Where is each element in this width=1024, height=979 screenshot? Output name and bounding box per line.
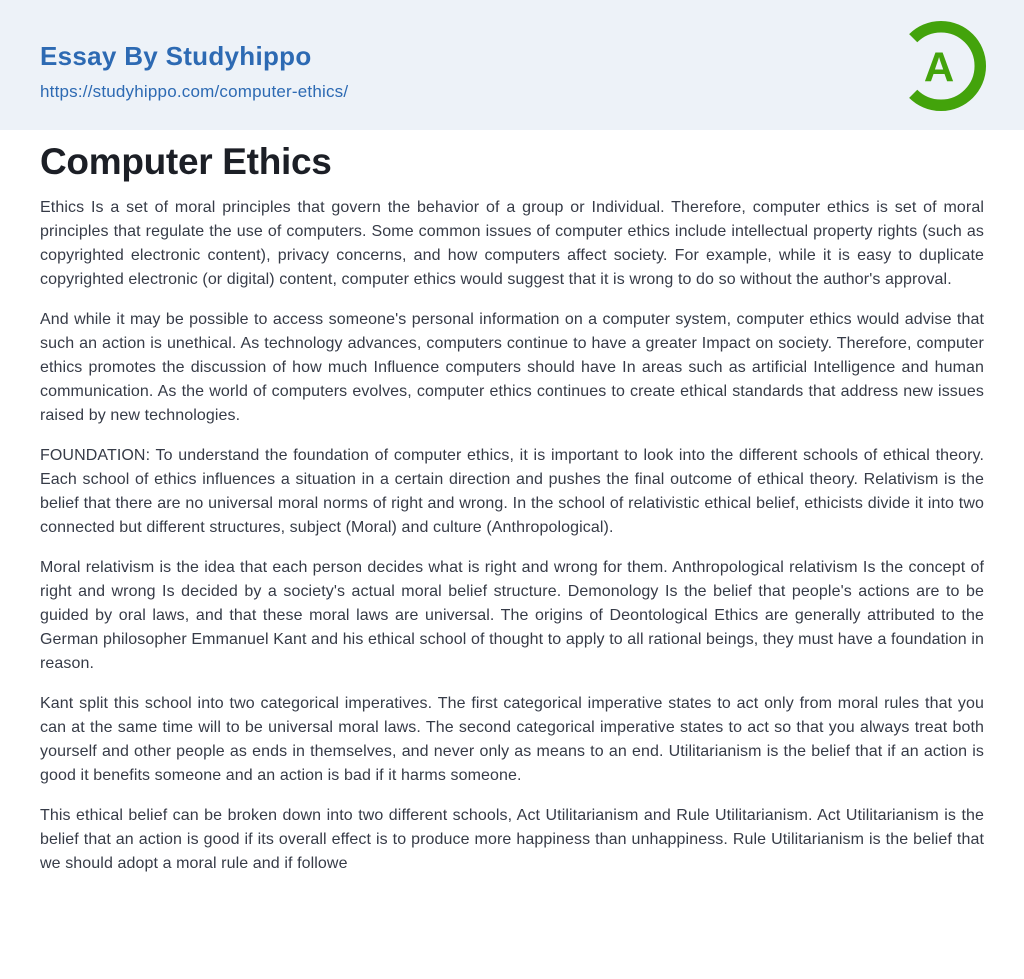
article-paragraph-5: Kant split this school into two categorical imperatives. The first categorical imperative states to act only from moral rules that you can at the same time will to be universal moral laws. The second categorical imperative states to act so that you always treat both yourself and other people as ends in themselves, and never only as means to an end. Utilitarianism is the belief that if an action is good it benefits someone and an action is bad if it harms someone.: [40, 695, 984, 784]
logo-letter: A: [923, 43, 955, 91]
page-title: Computer Ethics: [40, 141, 332, 182]
article-paragraph-4: Moral relativism is the idea that each person decides what is right and wrong for them. Anthropological relativism Is the concept of right and wrong Is decided by a society's actual moral belief structure. Demonology Is the belief that people's actions are to be guided by oral laws, and that these moral laws are universal. The origins of Deontological Ethics are generally attributed to the German philosopher Emmanuel Kant and his ethical school of thought to apply to all rational beings, they must have a foundation in reason.: [40, 559, 984, 672]
article-paragraph-3: FOUNDATION: To understand the foundation of computer ethics, it is important to look into the different schools of ethical theory. Each school of ethics influences a situation in a certain direction and pushes the final outcome of ethical theory. Relativism is the belief that there are no universal moral norms of right and wrong. In the school of relativistic ethical belief, ethicists divide it into two connected but different structures, subject (Moral) and culture (Anthropological).: [40, 447, 984, 536]
article-paragraph-2: And while it may be possible to access someone's personal information on a computer system, computer ethics would advise that such an action is unethical. As technology advances, computers continue to have a greater Impact on society. Therefore, computer ethics promotes the discussion of how much Influence computers should have In areas such as artificial Intelligence and human communication. As the world of computers evolves, computer ethics continues to create ethical standards that address new issues raised by new technologies.: [40, 311, 984, 424]
header-text-block: [40, 29, 348, 102]
site-title-link[interactable]: Essay By Studyhippo: [40, 40, 312, 71]
article-paragraph-1: Ethics Is a set of moral principles that govern the behavior of a group or Individual. Therefore, computer ethics is set of moral principles that regulate the use of computers. Some common issues of computer ethics include intellectual property rights (such as copyrighted electronic content), privacy concerns, and how computers affect society. For example, while it is easy to duplicate copyrighted electronic (or digital) content, computer ethics would suggest that it is wrong to do so without the author's approval.: [40, 199, 984, 288]
article: [0, 140, 1024, 876]
article-paragraph-6: This ethical belief can be broken down into two different schools, Act Utilitarianism and Rule Utilitarianism. Act Utilitarianism is the belief that an action is good if its overall effect is to produce more happiness than unhappiness. Rule Utilitarianism is the belief that we should adopt a moral rule and if followe: [40, 807, 984, 872]
studyhippo-logo: [895, 20, 987, 112]
page-header: [0, 0, 1024, 130]
logo-arc-icon: [895, 20, 987, 112]
page-url-link[interactable]: https://studyhippo.com/computer-ethics/: [40, 81, 349, 101]
